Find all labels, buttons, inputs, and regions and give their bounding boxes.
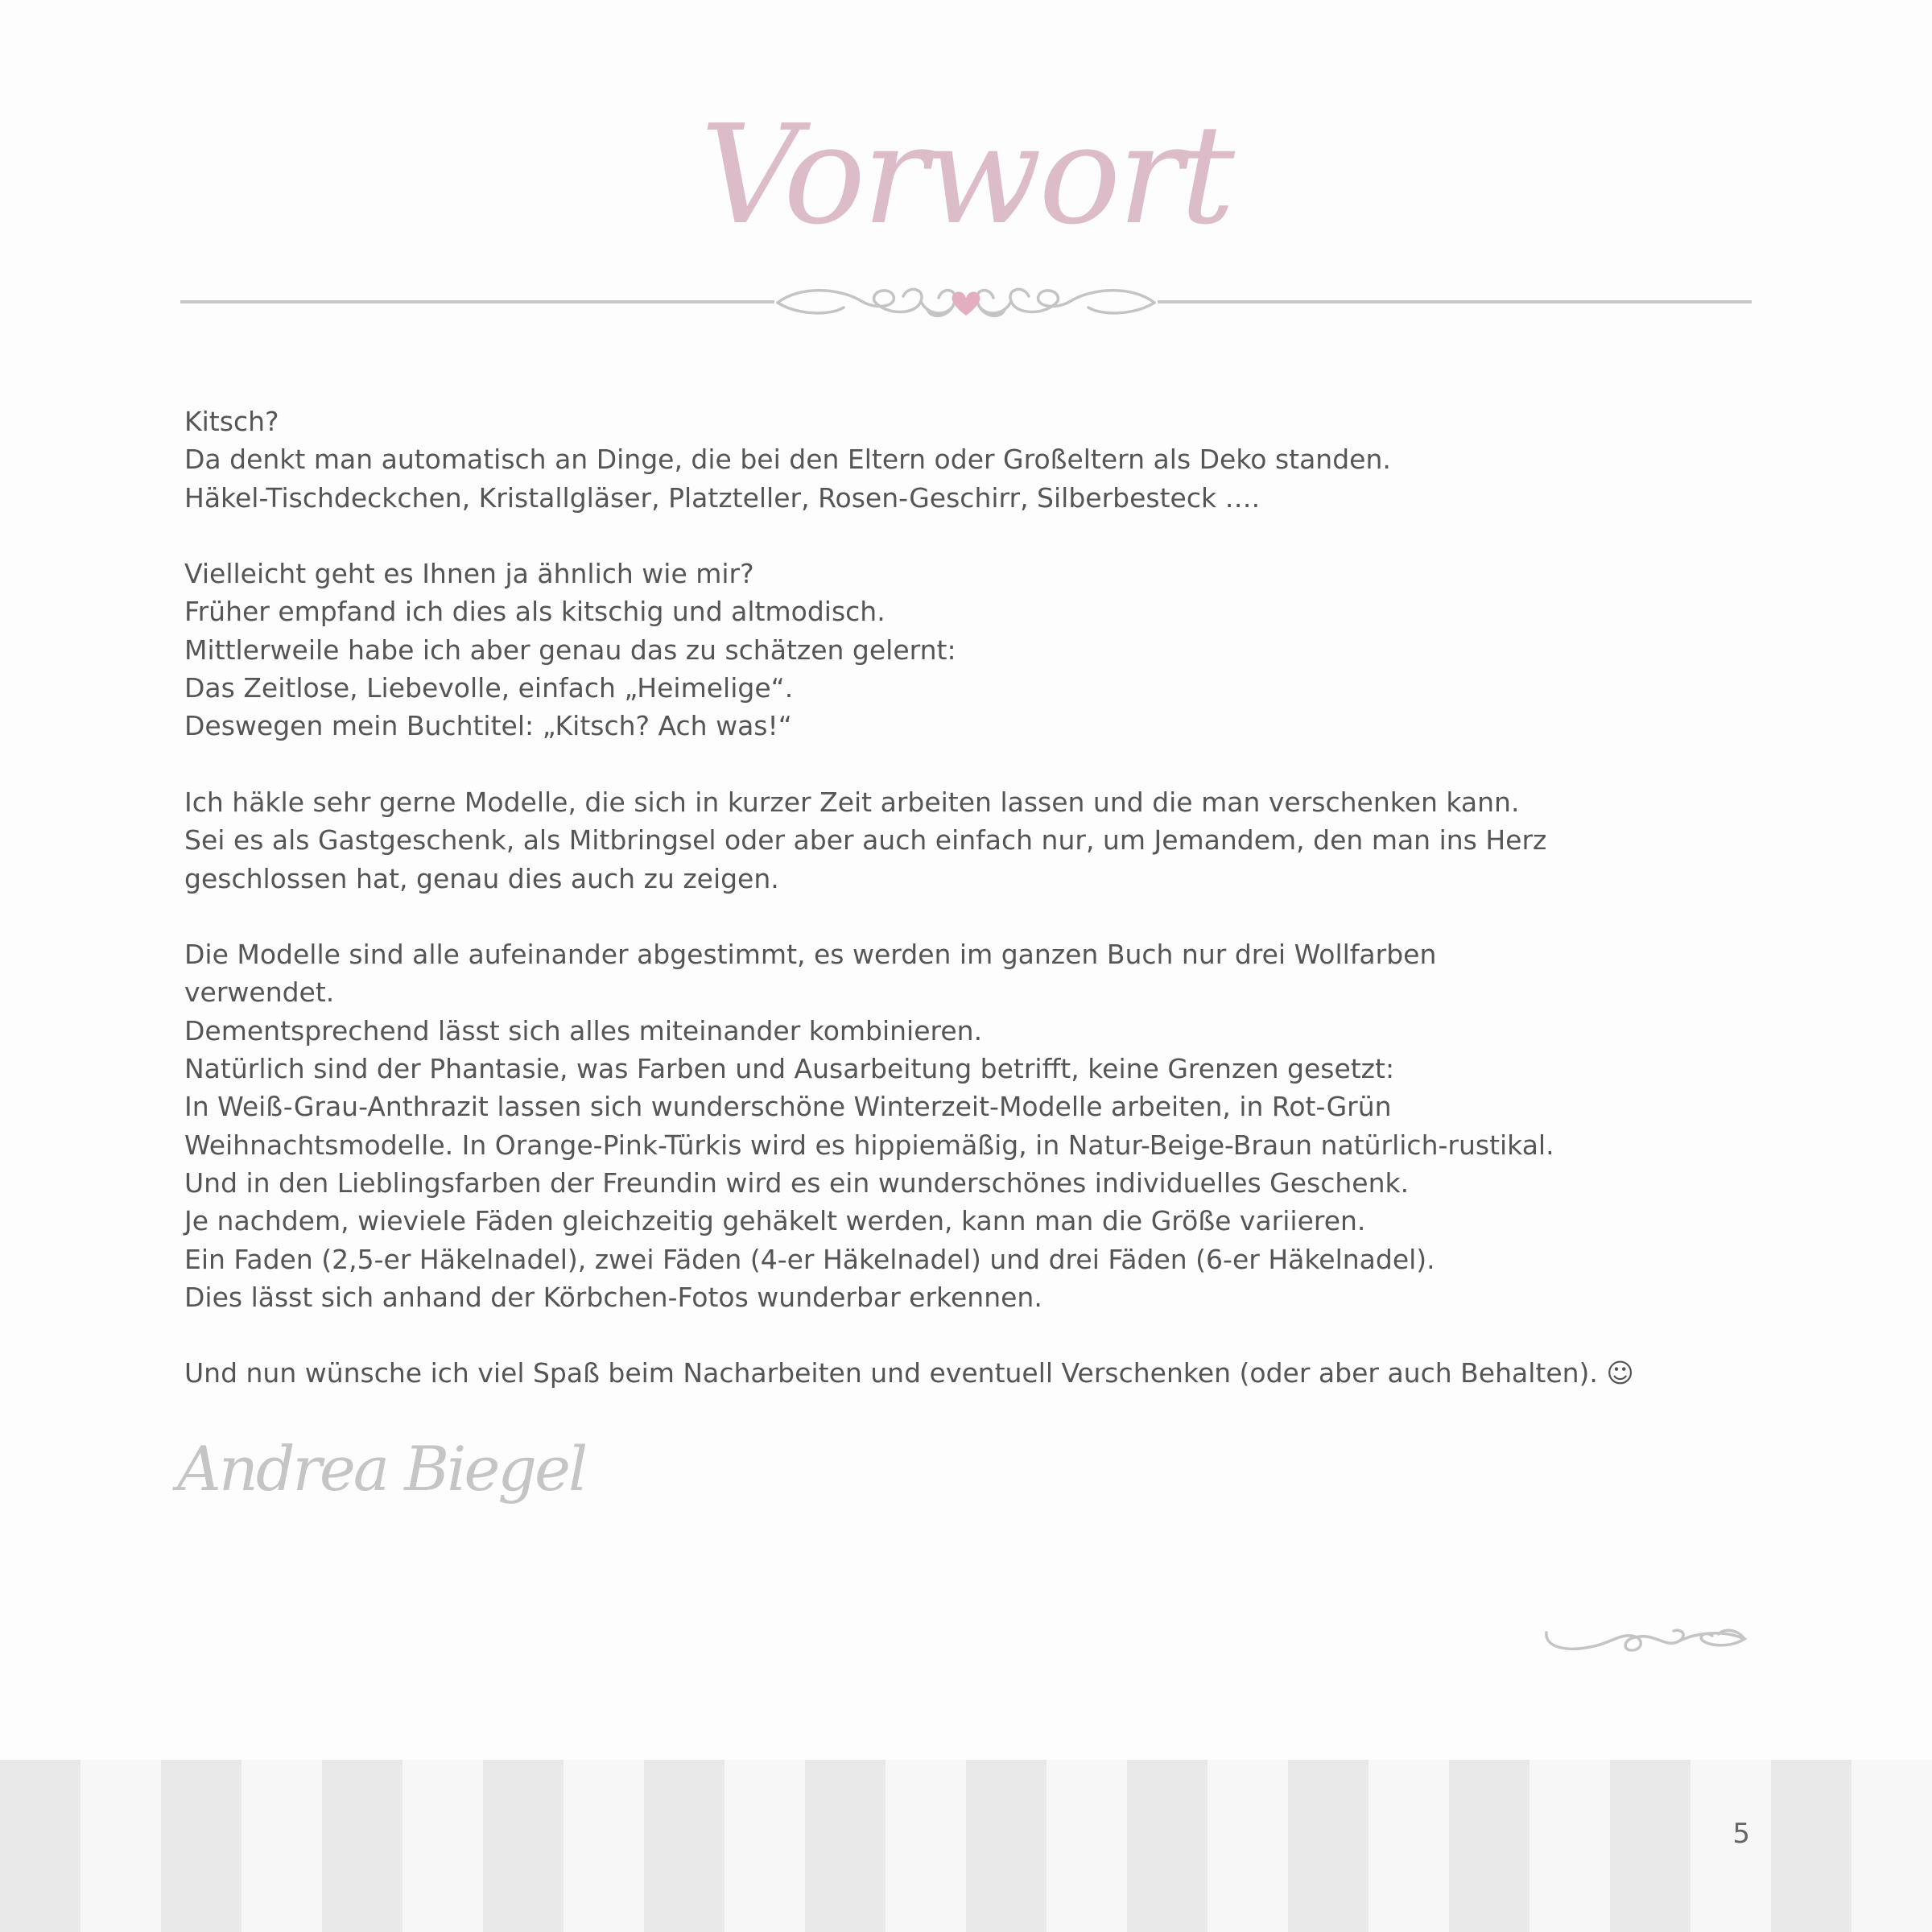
text-line: Ich häkle sehr gerne Modelle, die sich in kurzer Zeit arbeiten lassen und die man verschenken kann. [184,786,1520,818]
text-line: Dies lässt sich anhand der Körbchen-Fotos wunderbar erkennen. [184,1281,1042,1313]
text-line: geschlossen hat, genau dies auch zu zeigen. [184,862,779,894]
text-line: Mittlerweile habe ich aber genau das zu schätzen gelernt: [184,634,956,666]
paragraph-gap [184,898,1714,935]
text-line: Da denkt man automatisch an Dinge, die bei den Eltern oder Großeltern als Deko standen. [184,444,1391,476]
paragraph [184,1354,1714,1392]
text-line: Und nun wünsche ich viel Spaß beim Nacharbeiten und eventuell Verschenken (oder aber auch Behalten). ☺ [184,1357,1634,1389]
text-line: Vielleicht geht es Ihnen ja ähnlich wie mir? [184,558,754,590]
text-line: Natürlich sind der Phantasie, was Farben und Ausarbeitung betrifft, keine Grenzen gesetzt: [184,1053,1395,1085]
text-line: Je nachdem, wieviele Fäden gleichzeitig gehäkelt werden, kann man die Größe variieren. [184,1205,1366,1237]
text-line: In Weiß-Grau-Anthrazit lassen sich wunderschöne Winterzeit-Modelle arbeiten, in Rot-Grün [184,1091,1392,1123]
paragraph-gap [184,745,1714,783]
corner-flourish-icon [1542,1618,1751,1658]
page-title: Vorwort [700,96,1232,255]
paragraph [184,783,1714,898]
text-line: Häkel-Tischdeckchen, Kristallgläser, Platzteller, Rosen-Geschirr, Silberbesteck …. [184,481,1261,514]
text-line: verwendet. [184,976,335,1009]
flourish-heart-divider-icon [180,274,1752,330]
text-line: Das Zeitlose, Liebevolle, einfach „Heimelige“. [184,672,794,704]
body-text [184,402,1714,1393]
text-line: Sei es als Gastgeschenk, als Mitbringsel oder aber auch einfach nur, um Jemandem, den man ins Herz [184,824,1547,857]
footer-stripes [0,1760,1932,1932]
paragraph-gap [184,1316,1714,1354]
text-line: Kitsch? [184,406,279,437]
page-number: 5 [1732,1818,1750,1850]
text-line: Ein Faden (2,5-er Häkelnadel), zwei Fäden (4-er Häkelnadel) und drei Fäden (6-er Häkelnadel). [184,1243,1435,1275]
text-line: Die Modelle sind alle aufeinander abgestimmt, es werden im ganzen Buch nur drei Wollfarben [184,939,1437,971]
text-line: Deswegen mein Buchtitel: „Kitsch? Ach was!“ [184,710,792,742]
text-line: Und in den Lieblingsfarben der Freundin wird es ein wunderschönes individuelles Geschenk. [184,1166,1410,1199]
paragraph [184,402,1714,517]
paragraph-gap [184,517,1714,555]
text-line: Dementsprechend lässt sich alles miteinander kombinieren. [184,1014,983,1046]
text-line: Weihnachtsmodelle. In Orange-Pink-Türkis wird es hippiemäßig, in Natur-Beige-Braun natürlich-rustikal. [184,1129,1554,1161]
author-signature: Andrea Biegel [177,1433,586,1505]
paragraph [184,935,1714,1316]
text-line: Früher empfand ich dies als kitschig und altmodisch. [184,596,886,628]
paragraph [184,555,1714,745]
